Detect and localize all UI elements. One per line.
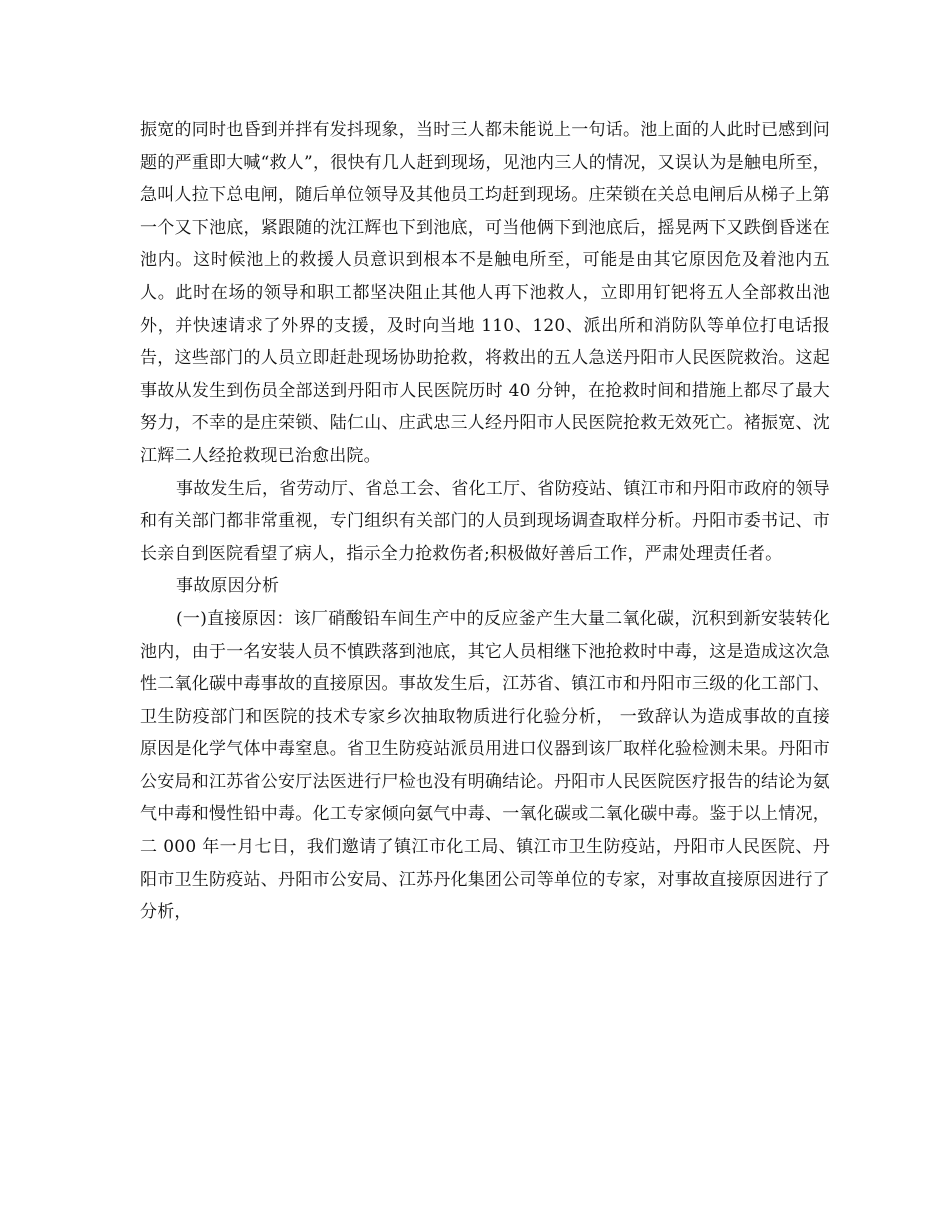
paragraph-government-response: 事故发生后，省劳动厅、省总工会、省化工厅、省防疫站、镇江市和丹阳市政府的领导和有关部门都非常重视，专门组织有关部门的人员到现场调查取样分析。丹阳市委书记、市长亲自到医院看望了病人，指示全力抢救伤者;积极做好善后工作，严肃处理责任者。 [140, 478, 830, 564]
paragraph-direct-cause: (一)直接原因：该厂硝酸铅车间生产中的反应釜产生大量二氧化碳，沉积到新安装转化池内，由于一名安装人员不慎跌落到池底，其它人员相继下池抢救时中毒，这是造成这次急性二氧化碳中毒事故的直接原因。事故发生后，江苏省、镇江市和丹阳市三级的化工部门、卫生防疫部门和医院的技术专家乡次抽取物质进行化验分析， 一致辞认为造成事故的直接原因是化学气体中毒窒息。省卫生防疫站派员用进口仪器到该厂取样化验检测未果。丹阳市公安局和江苏省公安厅法医进行尸检也没有明确结论。丹阳市人民医院医疗报告的结论为氨气中毒和慢性铅中毒。化工专家倾向氨气中毒、一氧化碳或二氧化碳中毒。鉴于以上情况，二 000 年一月七日，我们邀请了镇江市化工局、镇江市卫生防疫站，丹阳市人民医院、丹阳市卫生防疫站、丹阳市公安局、江苏丹化集团公司等单位的专家，对事故直接原因进行了分析， [140, 608, 830, 923]
paragraph-rescue-account: 振宽的同时也昏到并拌有发抖现象，当时三人都未能说上一句话。池上面的人此时已感到问题的严重即大喊“救人”，很快有几人赶到现场，见池内三人的情况，又误认为是触电所至，急叫人拉下总电闸，随后单位领导及其他员工均赶到现场。庄荣锁在关总电闸后从梯子上第一个又下池底，紧跟随的沈江辉也下到池底，可当他俩下到池底后，摇晃两下又跌倒昏迷在池内。这时候池上的救援人员意识到根本不是触电所至，可能是由其它原因危及着池内五人。此时在场的领导和职工都坚决阻止其他人再下池救人，立即用钉钯将五人全部救出池外，并快速请求了外界的支援，及时向当地 110、120、派出所和消防队等单位打电话报告，这些部门的人员立即赶赴现场协助抢救，将救出的五人急送丹阳市人民医院救治。这起事故从发生到伤员全部送到丹阳市人民医院历时 40 分钟，在抢救时间和措施上都尽了最大努力，不幸的是庄荣锁、陆仁山、庄武忠三人经丹阳市人民医院抢救无效死亡。褚振宽、沈江辉二人经抢救现已治愈出院。 [140, 120, 830, 466]
section-heading-cause-analysis: 事故原因分析 [176, 576, 280, 597]
document-body [140, 114, 830, 929]
